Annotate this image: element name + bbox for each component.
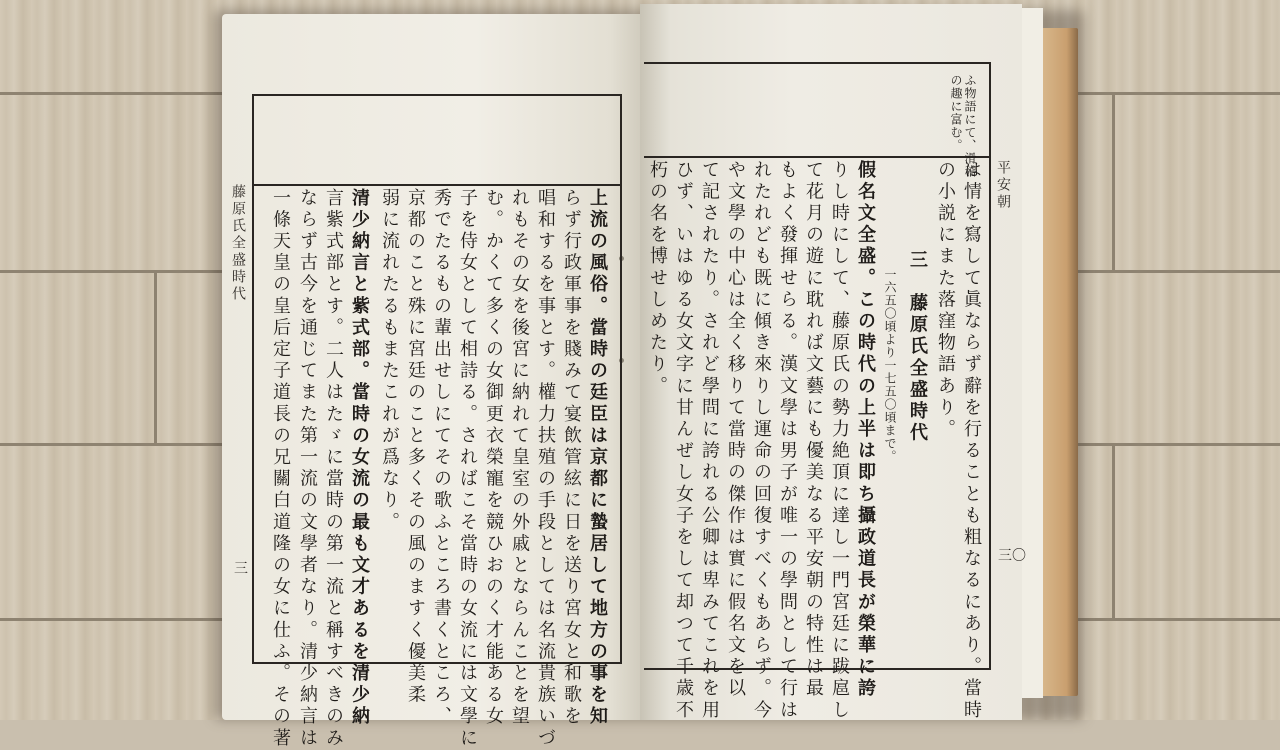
- right-running-head: 平安朝: [995, 160, 1011, 211]
- left-column-8: 京都のこと殊に宮廷のこと多くその風のますく優美柔: [405, 188, 426, 707]
- right-column-7: て花月の遊に耽れば文藝にも優美なる平安朝の特性は最: [803, 160, 824, 700]
- left-column-13: 一條天皇の皇后定子道長の兄關白道隆の女に仕ふ。その著: [270, 188, 291, 750]
- left-column-11: 言紫式部とす。二人はたゞに當時の第一流と稱すべきのみ: [323, 188, 344, 750]
- left-column-6: 子を侍女として相詩る。さればこそ當時の女流には文學に: [457, 188, 478, 750]
- right-column-10: や文學の中心は全く移りて當時の傑作は實に假名文を以: [725, 160, 746, 700]
- left-page-number: 三: [234, 561, 248, 577]
- right-column-8: もよく發揮せらる。漢文學は男子が唯一の學問として行は: [777, 160, 798, 722]
- right-column-11: て記されたり。されど學問に誇れる公卿は卑みてこれを用: [699, 160, 720, 722]
- right-column-5: 假名文全盛。この時代の上半は即ち攝政道長が榮華に誇: [855, 160, 876, 700]
- right-column-2: の小説にまた落窪物語あり。: [935, 160, 956, 441]
- left-column-2: らず行政軍事を賤みて宴飲管絃に日を送り宮女と和歌を: [561, 188, 582, 728]
- left-margin-box: [254, 96, 620, 186]
- left-column-9: 弱に流れたるもまたこれが爲なり。: [379, 188, 400, 534]
- section-date-range: 一六五〇頃より一七五〇頃まで。: [883, 268, 897, 463]
- back-cover: [1040, 28, 1078, 696]
- right-page-number: 三〇: [998, 548, 1026, 564]
- right-column-13: 朽の名を博せしめたり。: [647, 160, 668, 398]
- table-seam: [1112, 446, 1115, 621]
- right-column-6: りし時にして、藤原氏の勢力絶頂に達し一門宮廷に跋扈し: [829, 160, 850, 722]
- gloss-line-1: ふ物語にて、滑稽: [963, 74, 977, 178]
- table-seam: [1112, 95, 1115, 273]
- section-heading: 三 藤原氏全盛時代: [907, 250, 928, 445]
- right-column-1: は情を寫して眞ならず辭を行ることも粗なるにあり。當時: [961, 160, 982, 722]
- left-column-3: 唱和するを事とす。權力扶殖の手段としては名流貴族いづ: [535, 188, 556, 750]
- right-column-9: れたれども既に傾き來りし運命の回復すべくもあらず。今: [751, 160, 772, 722]
- left-column-7: 秀でたるもの輩出せしにてその歌ふところ書くところ、: [431, 188, 452, 728]
- left-column-4: れもその女を後宮に納れて皇室の外戚とならんことを望: [509, 188, 530, 728]
- left-column-12: ならず古今を通じてまた第一流の文學者なり。清少納言は: [297, 188, 318, 750]
- gloss-line-2: の趣に富む。: [949, 74, 963, 152]
- left-column-5: む。かくて多くの女御更衣榮寵を競ひおのく才能ある女: [483, 188, 504, 728]
- table-seam: [154, 273, 157, 446]
- left-column-10: 清少納言と紫式部。當時の女流の最も文才あるを清少納: [349, 188, 370, 728]
- right-margin-box: [644, 64, 989, 158]
- right-column-12: ひず、いはゆる女文字に甘んぜし女子をして却つて千歳不: [673, 160, 694, 722]
- left-column-1: 上流の風俗。當時の廷臣は京都に蟄居して地方の事を知: [587, 188, 608, 728]
- left-running-head: 藤原氏全盛時代: [230, 184, 246, 303]
